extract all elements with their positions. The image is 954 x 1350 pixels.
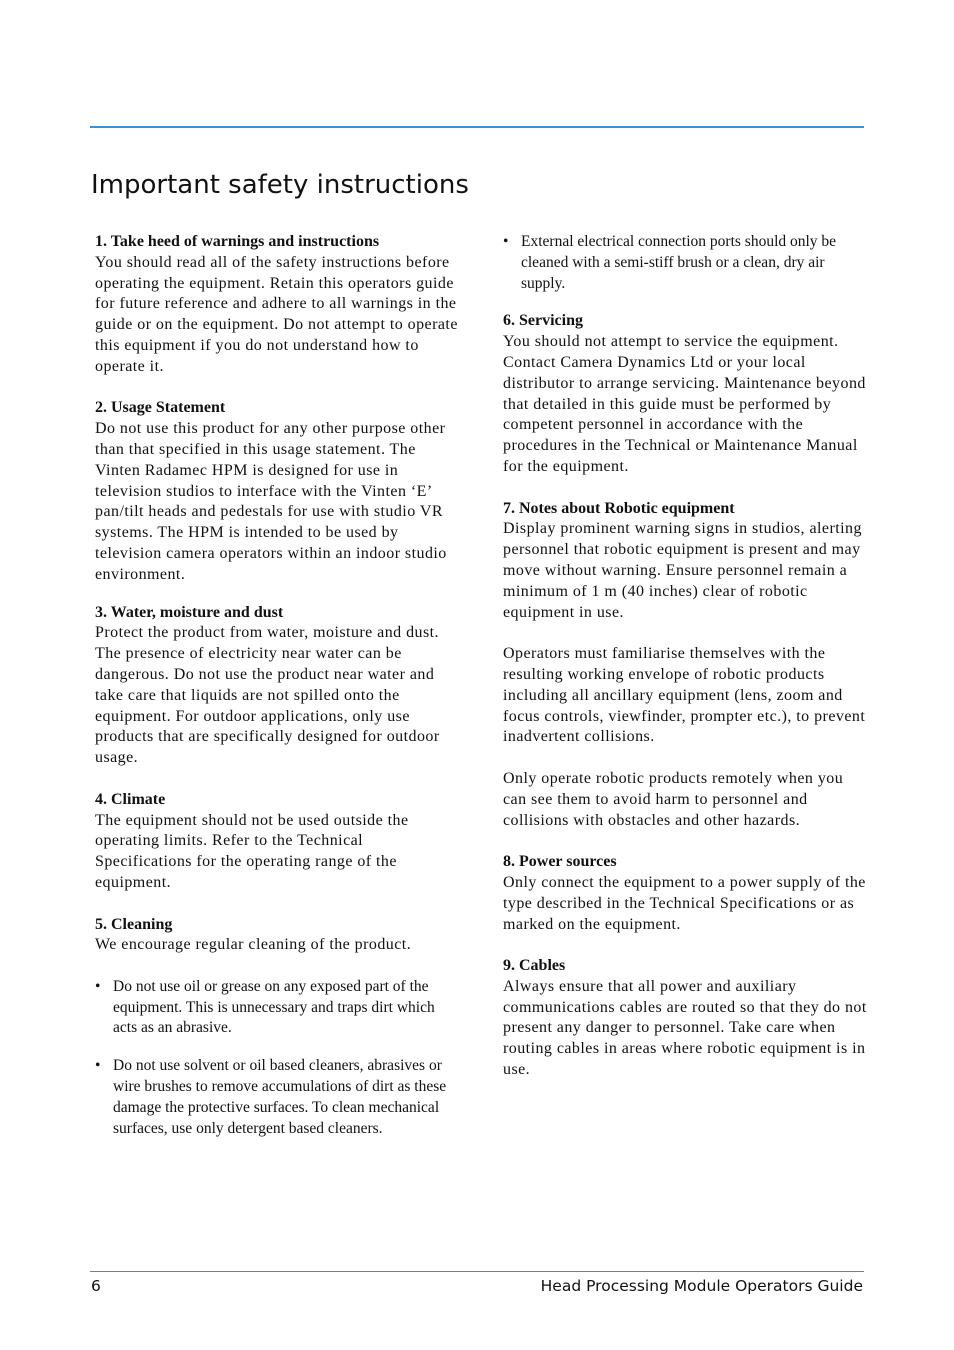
section-heading: 9. Cables bbox=[503, 957, 566, 975]
bullet-item bbox=[95, 977, 460, 1039]
document-title: Head Processing Module Operators Guide bbox=[540, 1277, 863, 1295]
section-body: You should read all of the safety instructions before operating the equipment. Retain this operators guide for future reference and adhere to all warnings in the guide or on the equipment. Do not attempt to operate this equipment if you do not understand how to operate it. bbox=[95, 253, 458, 375]
bullet-icon: • bbox=[95, 977, 101, 995]
section-body: Operators must familiarise themselves with the resulting working envelope of robotic products including all ancillary equipment (lens, zoom and focus controls, viewfinder, prompter etc.), to prevent inadvertent collisions. bbox=[503, 645, 866, 746]
section-heading: 7. Notes about Robotic equipment bbox=[503, 499, 735, 517]
section-body: Only connect the equipment to a power supply of the type described in the Technical Specifications or as marked on the equipment. bbox=[503, 873, 866, 933]
page-title: Important safety instructions bbox=[91, 170, 469, 200]
section-body: Protect the product from water, moisture and dust. The presence of electricity near water can be dangerous. Do not use the product near water and take care that liquids are not spilled onto the equipment. For outdoor applications, only use products that are specifically designed for outdoor usage. bbox=[95, 624, 440, 767]
bullet-icon: • bbox=[503, 233, 509, 250]
bullet-text: External electrical connection ports should only be cleaned with a semi-stiff brush or a clean, dry air supply. bbox=[521, 233, 837, 292]
right-column bbox=[503, 232, 868, 1081]
left-column bbox=[95, 232, 460, 1139]
bullet-item bbox=[95, 1056, 460, 1139]
section-water-moisture-dust bbox=[95, 603, 460, 769]
bullet-text: Do not use solvent or oil based cleaners, abrasives or wire brushes to remove accumulations of dirt as these damage the protective surfaces. To clean mechanical surfaces, use only detergent based cleaners. bbox=[113, 1057, 447, 1137]
footer-rule bbox=[90, 1271, 864, 1272]
section-cables bbox=[503, 956, 868, 1081]
section-heading: 6. Servicing bbox=[503, 312, 583, 330]
section-heading: 3. Water, moisture and dust bbox=[95, 603, 284, 621]
section-body: Always ensure that all power and auxiliary communications cables are routed so that they do not present any danger to personnel. Take care when routing cables in areas where robotic equipment is in use. bbox=[503, 977, 867, 1079]
section-body: Do not use this product for any other purpose other than that specified in this usage statement. The Vinten Radamec HPM is designed for use in television studios to interface with the Vinten ‘E’ pan/tilt heads and pedestals for use with studio VR systems. The HPM is intended to be used by television camera operators within an indoor studio environment. bbox=[95, 420, 447, 583]
section-heading: 2. Usage Statement bbox=[95, 399, 226, 417]
section-warnings-instructions bbox=[95, 232, 460, 378]
header-rule bbox=[90, 126, 864, 128]
section-body: We encourage regular cleaning of the product. bbox=[95, 936, 412, 954]
bullet-item bbox=[503, 232, 868, 294]
section-power-sources bbox=[503, 852, 868, 935]
section-heading: 5. Cleaning bbox=[95, 915, 173, 933]
bullet-icon: • bbox=[95, 1057, 101, 1075]
section-heading: 4. Climate bbox=[95, 790, 166, 808]
section-servicing bbox=[503, 311, 868, 477]
section-body: Only operate robotic products remotely when you can see them to avoid harm to personnel and collisions with obstacles and other hazards. bbox=[503, 769, 844, 829]
section-body: You should not attempt to service the equipment. Contact Camera Dynamics Ltd or your local distributor to arrange servicing. Maintenance beyond that detailed in this guide must be performed by competent personnel in accordance with the procedures in the Technical or Maintenance Manual for the equipment. bbox=[503, 333, 866, 475]
section-heading: 8. Power sources bbox=[503, 853, 617, 871]
section-climate bbox=[95, 790, 460, 894]
section-usage-statement bbox=[95, 398, 460, 585]
section-heading: 1. Take heed of warnings and instructions bbox=[95, 233, 380, 250]
section-body: Display prominent warning signs in studios, alerting personnel that robotic equipment is present and may move without warning. Ensure personnel remain a minimum of 1 m (40 inches) clear of robotic equipment in use. bbox=[503, 520, 862, 621]
section-body: The equipment should not be used outside the operating limits. Refer to the Technical Specifications for the operating range of the equipment. bbox=[95, 811, 409, 891]
section-robotic-equipment bbox=[503, 499, 868, 832]
page-number: 6 bbox=[91, 1277, 101, 1295]
section-cleaning bbox=[95, 915, 460, 1140]
bullet-text: Do not use oil or grease on any exposed part of the equipment. This is unnecessary and traps dirt which acts as an abrasive. bbox=[113, 977, 435, 1037]
